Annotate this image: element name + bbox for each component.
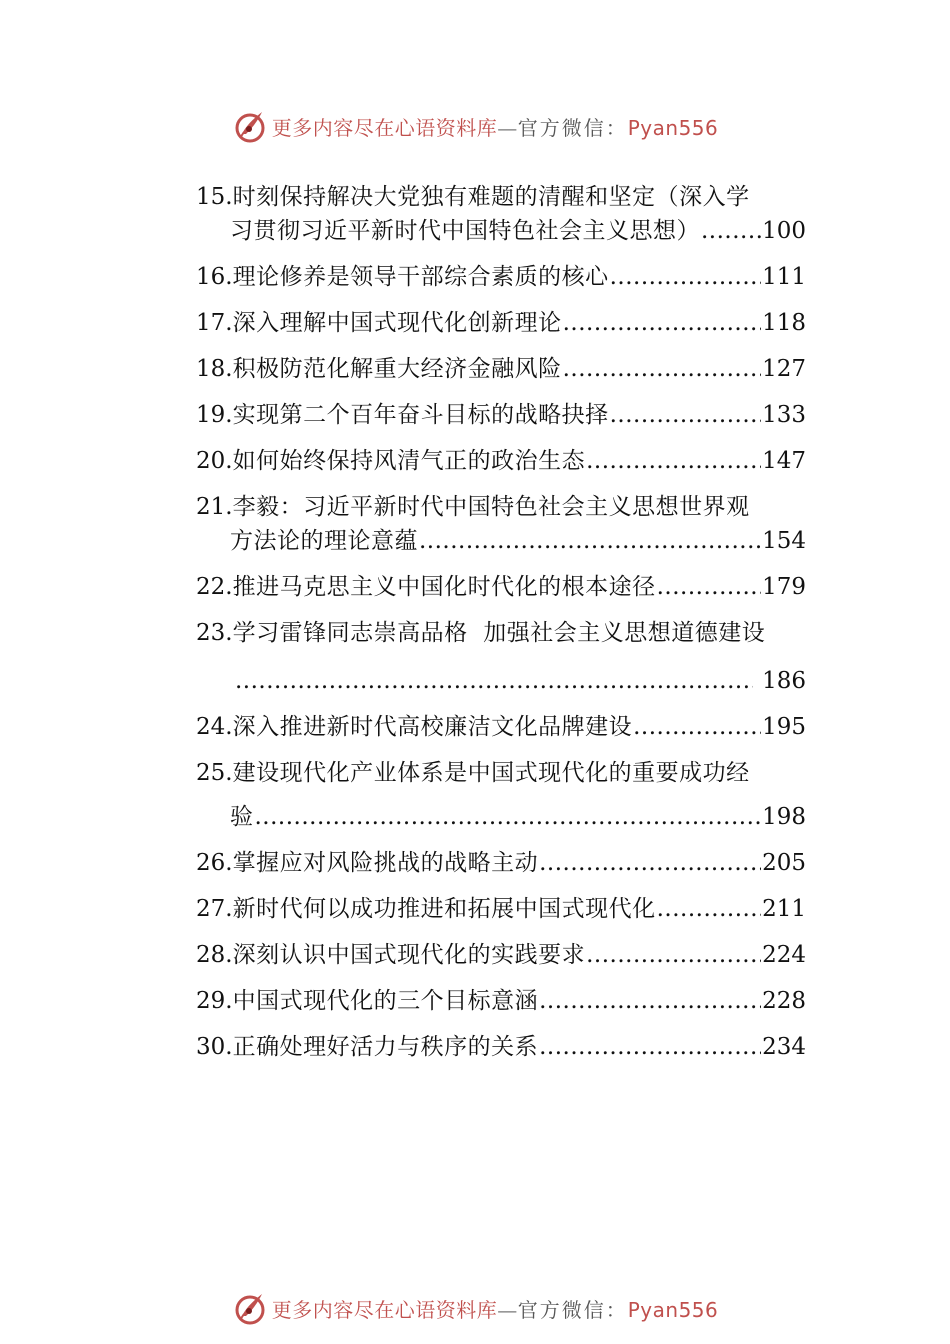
toc-entry-number: 16. <box>196 264 233 290</box>
toc-entry-title-continued: 习贯彻习近平新时代中国特色社会主义思想） <box>230 218 700 244</box>
toc-leader-dots <box>633 710 761 744</box>
toc-entry-19 <box>196 398 806 432</box>
toc-entry-row <box>196 306 806 340</box>
table-of-contents <box>196 180 806 1076</box>
footer-site: 更多内容尽在心语资料库 <box>271 1297 498 1322</box>
toc-entry-title: 深入理解中国式现代化创新理论 <box>232 310 562 336</box>
toc-entry-title: 推进马克思主义中国化时代化的根本途径 <box>232 574 656 600</box>
toc-leader-dots <box>657 570 762 604</box>
toc-entry-24 <box>196 710 806 744</box>
toc-entry-title: 理论修养是领导干部综合素质的核心 <box>232 264 609 290</box>
toc-entry-row <box>196 616 806 650</box>
toc-leader-dots <box>419 524 761 558</box>
toc-leader-dots <box>235 664 753 698</box>
toc-entry-title: 实现第二个百年奋斗目标的战略抉择 <box>232 402 609 428</box>
toc-entry-title: 学习雷锋同志崇高品格 加强社会主义思想道德建设 <box>232 620 766 646</box>
toc-entry-number: 21. <box>196 494 233 520</box>
toc-entry-title: 如何始终保持风清气正的政治生态 <box>232 448 586 474</box>
toc-entry-title: 建设现代化产业体系是中国式现代化的重要成功经 <box>232 760 750 786</box>
toc-entry-page: 133 <box>762 402 806 428</box>
toc-leader-dots <box>563 306 762 340</box>
footer-wechat-label: 官方微信： <box>517 1297 628 1322</box>
banner-separator: — <box>497 115 518 140</box>
toc-entry-row <box>196 846 806 880</box>
toc-entry-page: 127 <box>762 356 806 382</box>
quill-logo-icon <box>232 1290 268 1326</box>
toc-entry-page: 198 <box>762 804 806 830</box>
toc-leader-dots <box>586 938 761 972</box>
toc-leader-dots <box>586 444 761 478</box>
toc-entry-title: 时刻保持解决大党独有难题的清醒和坚定（深入学 <box>232 184 750 210</box>
toc-entry-row-continued <box>196 524 806 558</box>
toc-entry-row <box>196 180 806 214</box>
toc-leader-dots <box>539 1030 761 1064</box>
toc-entry-number: 15. <box>196 184 233 210</box>
toc-entry-row <box>196 570 806 604</box>
banner-text <box>272 112 719 141</box>
toc-leader-dots <box>610 260 762 294</box>
toc-entry-25 <box>196 756 806 834</box>
footer-text <box>272 1294 719 1323</box>
toc-entry-number: 26. <box>196 850 233 876</box>
toc-entry-row <box>196 892 806 926</box>
toc-entry-17 <box>196 306 806 340</box>
toc-entry-page: 205 <box>762 850 806 876</box>
toc-entry-page: 179 <box>762 574 806 600</box>
toc-entry-page: 228 <box>762 988 806 1014</box>
toc-entry-22 <box>196 570 806 604</box>
toc-entry-29 <box>196 984 806 1018</box>
banner-wechat-id: Pyan556 <box>627 115 719 140</box>
toc-entry-title: 深刻认识中国式现代化的实践要求 <box>232 942 586 968</box>
toc-entry-number: 25. <box>196 760 233 786</box>
toc-entry-number: 23. <box>196 620 233 646</box>
toc-entry-number: 28. <box>196 942 233 968</box>
toc-entry-page: 147 <box>762 448 806 474</box>
footer-banner <box>0 1288 950 1328</box>
toc-entry-title: 积极防范化解重大经济金融风险 <box>232 356 562 382</box>
toc-entry-23 <box>196 616 806 698</box>
toc-entry-page: 100 <box>762 218 806 244</box>
toc-entry-18 <box>196 352 806 386</box>
toc-entry-page: 234 <box>762 1034 806 1060</box>
toc-entry-row <box>196 352 806 386</box>
footer-wechat-id: Pyan556 <box>627 1297 719 1322</box>
toc-entry-title: 李毅：习近平新时代中国特色社会主义思想世界观 <box>232 494 750 520</box>
toc-entry-row <box>196 984 806 1018</box>
toc-entry-row <box>196 938 806 972</box>
toc-entry-row <box>196 260 806 294</box>
toc-entry-row-continued <box>196 664 806 698</box>
header-banner <box>0 106 950 146</box>
toc-leader-dots <box>701 214 761 248</box>
toc-entry-number: 18. <box>196 356 233 382</box>
toc-entry-15 <box>196 180 806 248</box>
toc-entry-number: 27. <box>196 896 233 922</box>
toc-leader-dots <box>563 352 762 386</box>
toc-entry-16 <box>196 260 806 294</box>
toc-entry-page: 195 <box>762 714 806 740</box>
toc-entry-page: 111 <box>762 264 806 290</box>
toc-leader-dots <box>610 398 762 432</box>
toc-entry-row <box>196 1030 806 1064</box>
toc-entry-row <box>196 398 806 432</box>
toc-entry-number: 19. <box>196 402 233 428</box>
toc-entry-27 <box>196 892 806 926</box>
toc-entry-number: 20. <box>196 448 233 474</box>
toc-leader-dots <box>255 800 762 834</box>
toc-entry-row <box>196 756 806 790</box>
toc-entry-number: 22. <box>196 574 233 600</box>
toc-entry-row-continued <box>196 800 806 834</box>
footer-separator: — <box>497 1297 518 1322</box>
toc-entry-page: 154 <box>762 528 806 554</box>
toc-entry-page: 186 <box>762 668 806 694</box>
toc-entry-row <box>196 490 806 524</box>
banner-wechat-label: 官方微信： <box>517 115 628 140</box>
toc-entry-page: 211 <box>762 896 806 922</box>
toc-entry-number: 29. <box>196 988 233 1014</box>
toc-entry-26 <box>196 846 806 880</box>
toc-leader-dots <box>539 984 761 1018</box>
toc-entry-30 <box>196 1030 806 1064</box>
toc-entry-row <box>196 444 806 478</box>
toc-entry-title-continued: 验 <box>230 804 254 830</box>
toc-leader-dots <box>657 892 762 926</box>
toc-entry-number: 24. <box>196 714 233 740</box>
toc-entry-page: 224 <box>762 942 806 968</box>
toc-entry-title-continued: 方法论的理论意蕴 <box>230 528 418 554</box>
toc-entry-28 <box>196 938 806 972</box>
toc-entry-21 <box>196 490 806 558</box>
toc-entry-title: 深入推进新时代高校廉洁文化品牌建设 <box>232 714 633 740</box>
toc-entry-20 <box>196 444 806 478</box>
quill-logo-icon <box>232 108 268 144</box>
toc-entry-row-continued <box>196 214 806 248</box>
toc-entry-title: 新时代何以成功推进和拓展中国式现代化 <box>232 896 656 922</box>
toc-entry-page: 118 <box>762 310 806 336</box>
toc-entry-title: 正确处理好活力与秩序的关系 <box>232 1034 539 1060</box>
toc-entry-title: 掌握应对风险挑战的战略主动 <box>232 850 539 876</box>
toc-entry-number: 17. <box>196 310 233 336</box>
toc-leader-dots <box>539 846 761 880</box>
toc-entry-number: 30. <box>196 1034 233 1060</box>
toc-entry-row <box>196 710 806 744</box>
banner-site: 更多内容尽在心语资料库 <box>271 115 498 140</box>
toc-entry-title: 中国式现代化的三个目标意涵 <box>232 988 539 1014</box>
